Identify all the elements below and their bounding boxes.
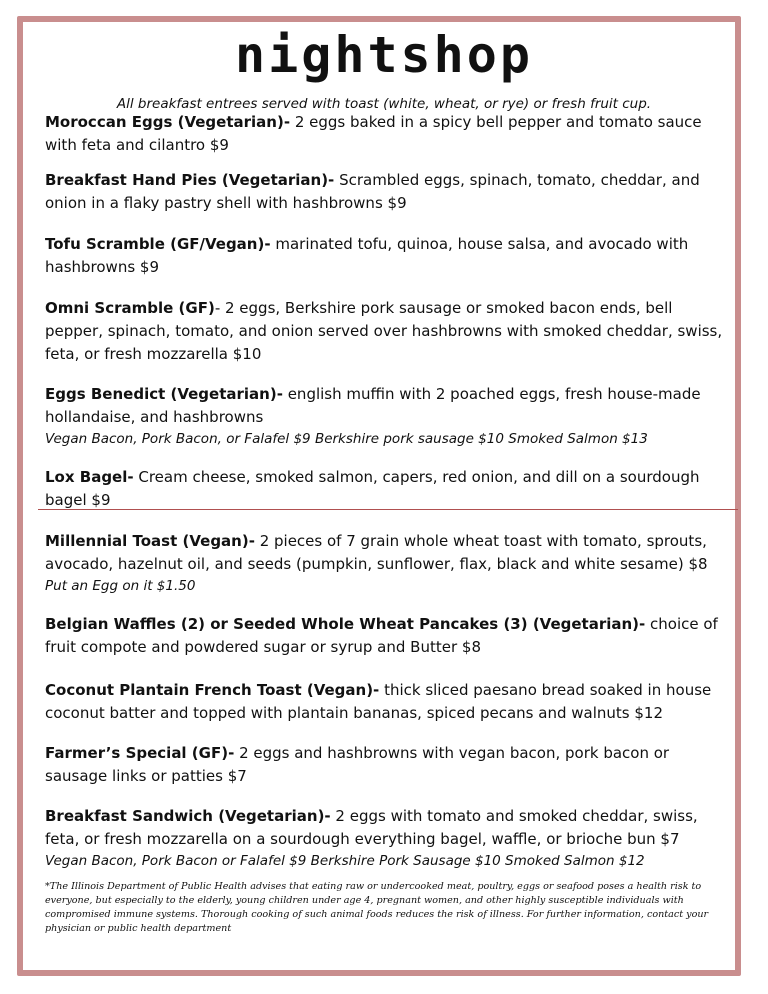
item-name: Millennial Toast (Vegan)- [45,532,255,550]
menu-item [45,383,725,449]
item-desc: 2 eggs and hashbrowns with vegan bacon, pork bacon or sausage links or patties $7 [45,744,670,785]
menu-item [45,169,725,215]
item-desc: thick sliced paesano bread soaked in house coconut batter and topped with plantain bananas, spiced pecans and walnuts $12 [45,681,712,722]
item-desc: - 2 eggs, Berkshire pork sausage or smoked bacon ends, bell pepper, spinach, tomato, and onion served over hashbrowns with smoked cheddar, swiss, feta, or fresh mozzarella $10 [45,299,723,363]
intro-note: All breakfast entrees served with toast (white, wheat, or rye) or fresh fruit cup. [116,96,652,112]
item-options: Put an Egg on it $1.50 [45,578,196,594]
item-desc: Scrambled eggs, spinach, tomato, cheddar, and onion in a flaky pastry shell with hashbrowns $9 [45,171,700,212]
menu-item [45,613,725,659]
section-divider [38,509,738,510]
item-desc: 2 pieces of 7 grain whole wheat toast with tomato, sprouts, avocado, hazelnut oil, and seeds (pumpkin, sunflower, flax, black and white sesame) $8 [45,532,708,573]
item-desc: 2 eggs with tomato and smoked cheddar, swiss, feta, or fresh mozzarella on a sourdough everything bagel, waffle, or brioche bun $7 [45,807,698,848]
item-name: Breakfast Sandwich (Vegetarian)- [45,807,331,825]
item-options: Vegan Bacon, Pork Bacon, or Falafel $9 Berkshire pork sausage $10 Smoked Salmon $13 [45,431,648,447]
item-name: Moroccan Eggs (Vegetarian)- [45,113,291,131]
item-desc: marinated tofu, quinoa, house salsa, and avocado with hashbrowns $9 [45,235,689,276]
menu-item [45,805,725,871]
menu-item [45,742,725,788]
health-footnote: *The Illinois Department of Public Health advises that eating raw or undercooked meat, poultry, eggs or seafood poses a health risk to everyone, but especially to the elderly, young children under age 4, pregnant women, and other highly susceptible individuals with compromised immune systems. Thorough cooking of such animal foods reduces the risk of illness. For further information, contact your physician or public health department [45,881,709,934]
item-name: Eggs Benedict (Vegetarian)- [45,385,283,403]
item-options: Vegan Bacon, Pork Bacon or Falafel $9 Berkshire Pork Sausage $10 Smoked Salmon $12 [45,853,645,869]
item-desc: 2 eggs baked in a spicy bell pepper and tomato sauce with feta and cilantro $9 [45,113,702,154]
item-name: Coconut Plantain French Toast (Vegan)- [45,681,380,699]
menu-item [45,530,725,596]
menu-item [45,679,725,725]
menu-item [45,297,725,366]
item-name: Breakfast Hand Pies (Vegetarian)- [45,171,335,189]
menu-item [45,466,725,512]
item-name: Farmer’s Special (GF)- [45,744,235,762]
menu-item [45,233,725,279]
item-name: Tofu Scramble (GF/Vegan)- [45,235,271,253]
item-desc: choice of fruit compote and powdered sugar or syrup and Butter $8 [45,615,718,656]
item-name: Lox Bagel- [45,468,134,486]
menu-item [45,111,725,157]
item-name: Omni Scramble (GF) [45,299,215,317]
item-name: Belgian Waffles (2) or Seeded Whole Wheat Pancakes (3) (Vegetarian)- [45,615,646,633]
logo: nightshop [235,26,533,84]
item-desc: english muffin with 2 poached eggs, fresh house-made hollandaise, and hashbrowns [45,385,701,426]
item-desc: Cream cheese, smoked salmon, capers, red onion, and dill on a sourdough bagel $9 [45,468,700,509]
